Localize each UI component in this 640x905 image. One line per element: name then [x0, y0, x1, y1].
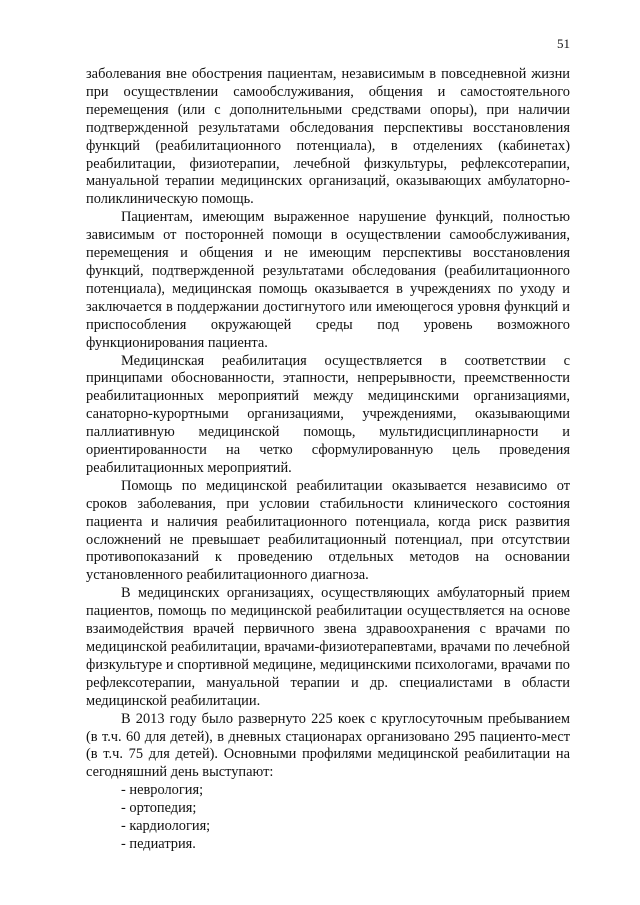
- list-item: - педиатрия.: [121, 835, 196, 852]
- paragraph: В медицинских организациях, осуществляющих амбулаторный прием пациентов, помощь по медицинской реабилитации осуществляется на основе взаимодействия врачей первичного звена здравоохранения с врачами по медицинской реабилитации, врачами-физиотерапевтами, врачами по лечебной физкультуре и спортивной медицине, медицинскими психологами, врачами по рефлексотерапии, мануальной терапии и др. специалистами в области медицинской реабилитации.: [86, 585, 570, 709]
- list-item: - кардиология;: [121, 818, 211, 835]
- paragraph: Пациентам, имеющим выраженное нарушение функций, полностью зависимым от посторонней помощи в осуществлении самообслуживания, перемещения и общения и не имеющим перспективы восстановления функций, подтвержденной результатами обследования (реабилитационного потенциала), медицинская помощь оказывается в учреждениях по уходу и заключается в поддержании достигнутого или имеющегося уровня функций и приспособления окружающей среды под уровень возможного функционирования пациента.: [86, 209, 570, 351]
- page-number: 51: [557, 36, 570, 51]
- list-item: - неврология;: [121, 782, 204, 799]
- paragraph: заболевания вне обострения пациентам, независимым в повседневной жизни при осуществлении самообслуживания, общения и самостоятельного перемещения (или с дополнительными средствами опоры), при наличии подтвержденной результатами обследования перспективы восстановления функций (реабилитационного потенциала), в отделениях (кабинетах) реабилитации, физиотерапии, лечебной физкультуры, рефлексотерапии, мануальной терапии медицинских организаций, оказывающих амбулаторно-поликлиническую помощь.: [86, 66, 570, 208]
- paragraph: Медицинская реабилитация осуществляется в соответствии с принципами обоснованности, этапности, непрерывности, преемственности реабилитационных мероприятий между медицинскими организациями, санаторно-курортными организациями, учреждениями, оказывающими паллиативную медицинской помощь, мультидисциплинарности и ориентированности на четко сформулированную цель проведения реабилитационных мероприятий.: [86, 352, 570, 476]
- paragraph: В 2013 году было развернуто 225 коек с круглосуточным пребыванием (в т.ч. 60 для детей), в дневных стационарах организовано 295 пациенто-мест (в т.ч. 75 для детей). Основными профилями медицинской реабилитации на сегодняшний день выступают:: [86, 710, 570, 781]
- text-body: [86, 66, 570, 854]
- list-item: - ортопедия;: [121, 800, 197, 817]
- profile-list: [86, 782, 570, 854]
- paragraph: Помощь по медицинской реабилитации оказывается независимо от сроков заболевания, при условии стабильности клинического состояния пациента и наличия реабилитационного потенциала, когда риск развития осложнений не превышает реабилитационный потенциал, при отсутствии противопоказаний к проведению отдельных методов на основании установленного реабилитационного диагноза.: [86, 477, 570, 584]
